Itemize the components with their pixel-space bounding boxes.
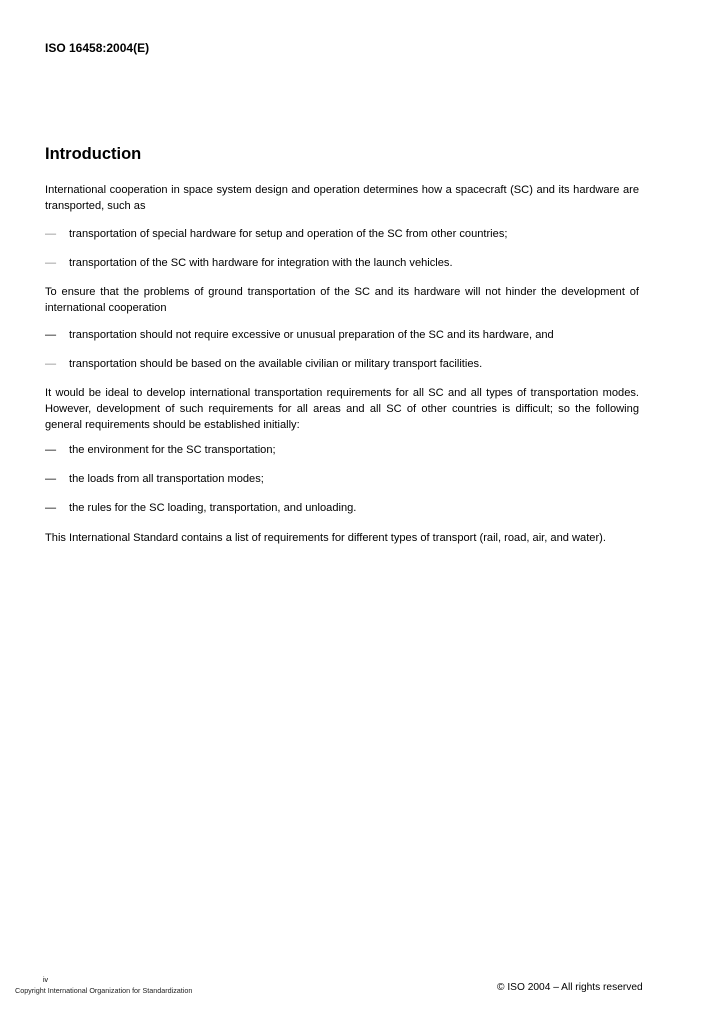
dash-mark: — bbox=[45, 444, 57, 456]
dash-mark: — bbox=[45, 473, 57, 485]
copyright-notice-left: Copyright International Organization for Standardization bbox=[15, 986, 193, 995]
paragraph-requirements: It would be ideal to develop international transportation requirements for all SC and all types of transportation modes. However, development of such requirements for all areas and all SC of other countries is difficult; so the following general requirements should be established initially: bbox=[45, 387, 639, 431]
dash-mark: — bbox=[45, 358, 57, 370]
list-item-text: transportation should be based on the available civilian or military transport facilities. bbox=[69, 358, 483, 370]
list-item-text: the rules for the SC loading, transportation, and unloading. bbox=[69, 502, 357, 514]
document-id: ISO 16458:2004(E) bbox=[45, 41, 150, 55]
paragraph-cooperation: To ensure that the problems of ground transportation of the SC and its hardware will not hinder the development of international cooperation bbox=[45, 286, 639, 314]
paragraph-scope: This International Standard contains a list of requirements for different types of transport (rail, road, air, and water). bbox=[45, 532, 606, 544]
list-item-text: the loads from all transportation modes; bbox=[69, 473, 264, 485]
dash-mark: — bbox=[45, 228, 57, 240]
list-item-text: the environment for the SC transportation; bbox=[69, 444, 276, 456]
dash-mark: — bbox=[45, 502, 57, 514]
dash-mark: — bbox=[45, 257, 57, 269]
list-item-text: transportation of the SC with hardware for integration with the launch vehicles. bbox=[69, 257, 453, 269]
list-item-text: transportation of special hardware for setup and operation of the SC from other countries; bbox=[69, 228, 508, 240]
dash-mark: — bbox=[45, 329, 57, 341]
list-item-text: transportation should not require excessive or unusual preparation of the SC and its hardware, and bbox=[69, 329, 554, 341]
copyright-notice-right: © ISO 2004 – All rights reserved bbox=[497, 982, 643, 993]
paragraph-intro: International cooperation in space system design and operation determines how a spacecraft (SC) and its hardware are transported, such as bbox=[45, 184, 639, 212]
page-number: iv bbox=[43, 977, 49, 984]
section-title: Introduction bbox=[45, 145, 142, 163]
